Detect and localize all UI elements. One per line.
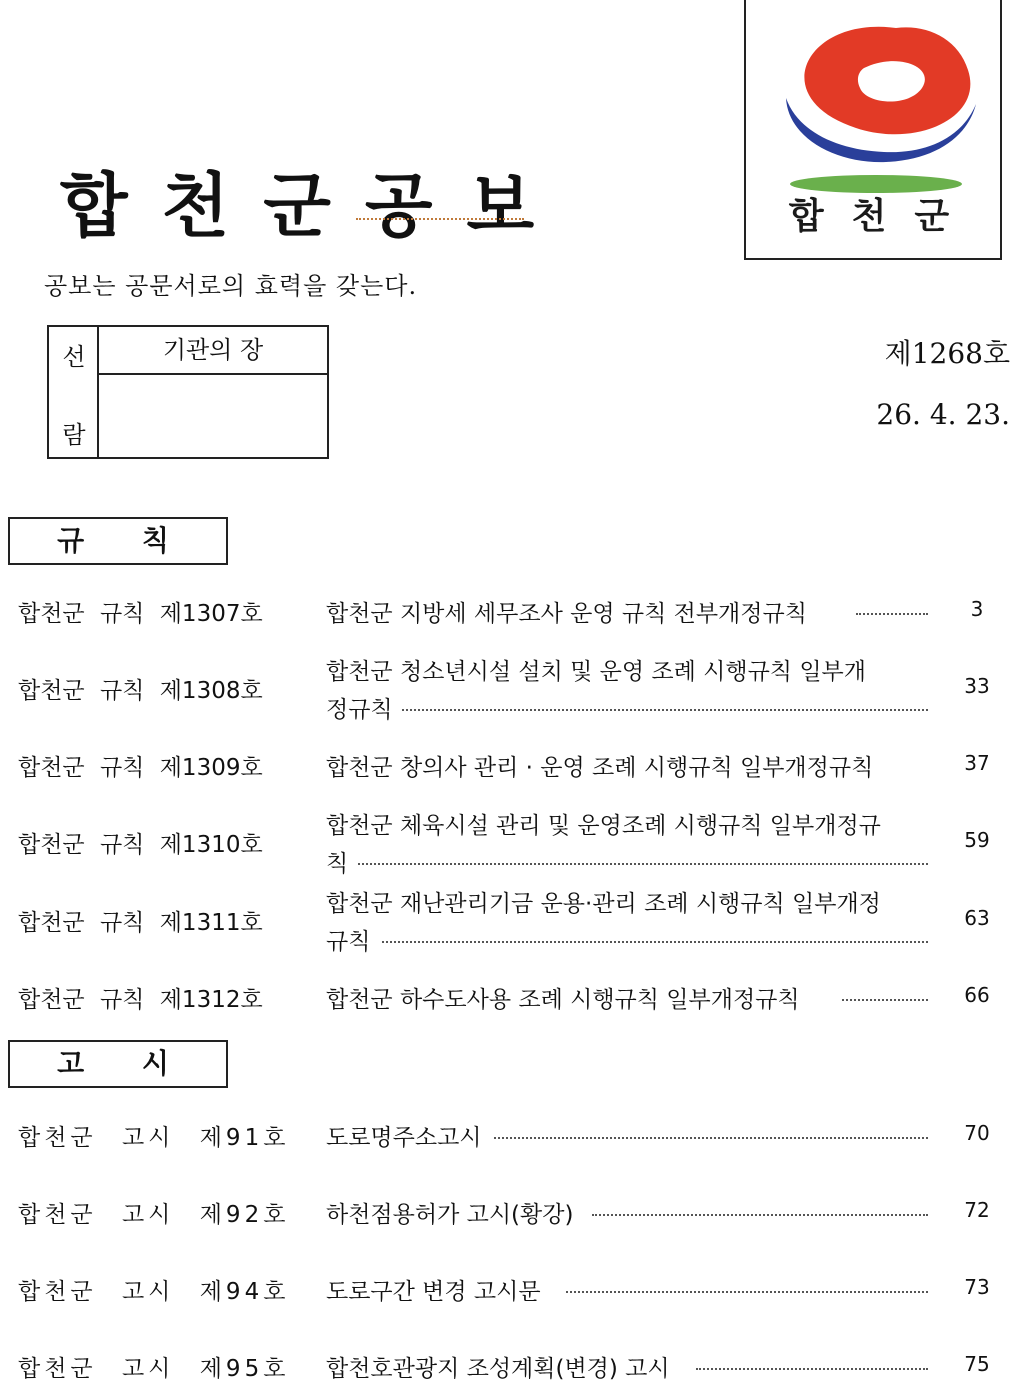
toc-label: 합천군 고시 제94호 bbox=[18, 1279, 290, 1305]
toc-title: 합천군 하수도사용 조례 시행규칙 일부개정규칙 bbox=[326, 987, 800, 1013]
toc-title-line1: 합천군 청소년시설 설치 및 운영 조례 시행규칙 일부개 bbox=[326, 659, 866, 685]
toc-label: 합천군 고시 제91호 bbox=[18, 1125, 290, 1151]
toc-title: 합천호관광지 조성계획(변경) 고시 bbox=[326, 1356, 670, 1382]
publication-title: 합천군공보 bbox=[60, 165, 569, 247]
toc-page: 3 bbox=[970, 597, 984, 621]
title-underline-decoration bbox=[356, 218, 524, 220]
issue-date: 26. 4. 23. bbox=[876, 398, 1010, 431]
toc-page: 70 bbox=[964, 1121, 990, 1145]
toc-leader bbox=[382, 941, 928, 943]
toc-page: 75 bbox=[964, 1352, 990, 1376]
circulation-header: 기관의 장 bbox=[99, 327, 327, 375]
toc-page: 63 bbox=[964, 906, 990, 930]
toc-leader bbox=[566, 1291, 928, 1293]
toc-page: 33 bbox=[964, 674, 990, 698]
toc-leader bbox=[592, 1214, 928, 1216]
toc-label: 합천군 규칙 제1308호 bbox=[18, 678, 263, 704]
publication-subtitle: 공보는 공문서로의 효력을 갖는다. bbox=[44, 272, 418, 300]
section-heading-rules: 규 칙 bbox=[8, 517, 228, 565]
toc-label: 합천군 규칙 제1309호 bbox=[18, 755, 263, 781]
toc-leader bbox=[696, 1368, 928, 1370]
logo-text: 합천군 bbox=[788, 196, 978, 237]
toc-leader bbox=[842, 999, 928, 1001]
toc-page: 37 bbox=[964, 751, 990, 775]
toc-label: 합천군 규칙 제1307호 bbox=[18, 601, 263, 627]
circulation-side-label-top: 선 bbox=[62, 343, 86, 371]
toc-leader bbox=[402, 709, 928, 711]
toc-title-line2: 칙 bbox=[326, 851, 349, 877]
toc-leader bbox=[358, 863, 928, 865]
toc-page: 59 bbox=[964, 828, 990, 852]
toc-label: 합천군 고시 제95호 bbox=[18, 1356, 290, 1382]
toc-title: 도로명주소고시 bbox=[326, 1125, 482, 1151]
toc-title: 하천점용허가 고시(황강) bbox=[326, 1202, 574, 1228]
toc-title-line2: 규칙 bbox=[326, 929, 371, 955]
toc-title: 도로구간 변경 고시문 bbox=[326, 1279, 541, 1305]
toc-title: 합천군 지방세 세무조사 운영 규칙 전부개정규칙 bbox=[326, 601, 807, 627]
toc-label: 합천군 규칙 제1312호 bbox=[18, 987, 263, 1013]
toc-page: 73 bbox=[964, 1275, 990, 1299]
toc-leader bbox=[494, 1137, 928, 1139]
toc-label: 합천군 규칙 제1310호 bbox=[18, 832, 263, 858]
toc-leader bbox=[856, 613, 928, 615]
circulation-table bbox=[47, 325, 329, 459]
toc-label: 합천군 고시 제92호 bbox=[18, 1202, 290, 1228]
toc-page: 66 bbox=[964, 983, 990, 1007]
toc-label: 합천군 규칙 제1311호 bbox=[18, 910, 263, 936]
county-logo bbox=[744, 0, 1002, 260]
section-heading-notices: 고 시 bbox=[8, 1040, 228, 1088]
circulation-side-label-bottom: 람 bbox=[62, 421, 86, 449]
issue-number: 제1268호 bbox=[884, 337, 1010, 370]
toc-title: 합천군 창의사 관리 · 운영 조례 시행규칙 일부개정규칙 bbox=[326, 755, 874, 781]
logo-emblem-icon bbox=[746, 8, 1000, 198]
toc-page: 72 bbox=[964, 1198, 990, 1222]
toc-title-line1: 합천군 체육시설 관리 및 운영조례 시행규칙 일부개정규 bbox=[326, 813, 881, 839]
toc-title-line1: 합천군 재난관리기금 운용·관리 조례 시행규칙 일부개정 bbox=[326, 891, 881, 917]
toc-title-line2: 정규칙 bbox=[326, 697, 393, 723]
